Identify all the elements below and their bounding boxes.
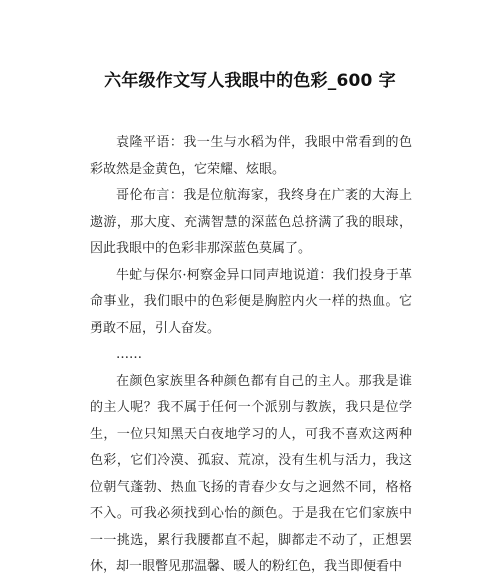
document-body [90,130,412,581]
document-title: 六年级作文写人我眼中的色彩_600 字 [104,71,396,91]
paragraph-5: 在颜色家族里各种颜色都有自己的主人。那我是谁的主人呢？我不属于任何一个派别与教族，我只是位学生，一位只知黑天白夜地学习的人，可我不喜欢这两种色彩，它们冷漠、孤寂、荒凉，没有生机与活力，我这位朝气蓬勃、热血飞扬的青春少女与之迥然不同，格格不入。可我必须找到心怡的颜色。于是我在它们家族中一一挑选，累行我腰都直不起，脚都走不动了，正想罢休，却一眼瞥见那温馨、暖人的粉红色，我当即便看中 [90,373,412,574]
paragraph-2: 哥伦布言：我是位航海家，我终身在广袤的大海上遨游，那大度、充满智慧的深蓝色总挤满了我的眼球，因此我眼中的色彩非那深蓝色莫属了。 [90,188,412,256]
paragraph-1: 袁隆平语：我一生与水稻为伴，我眼中常看到的色彩故然是金黄色，它荣耀、炫眼。 [90,135,412,177]
paragraph-ellipsis: …… [116,347,142,362]
paragraph-3: 牛虻与保尔·柯察金异口同声地说道：我们投身于革命事业，我们眼中的色彩便是胸腔内火一样的热血。它勇敢不屈，引人奋发。 [90,267,412,336]
